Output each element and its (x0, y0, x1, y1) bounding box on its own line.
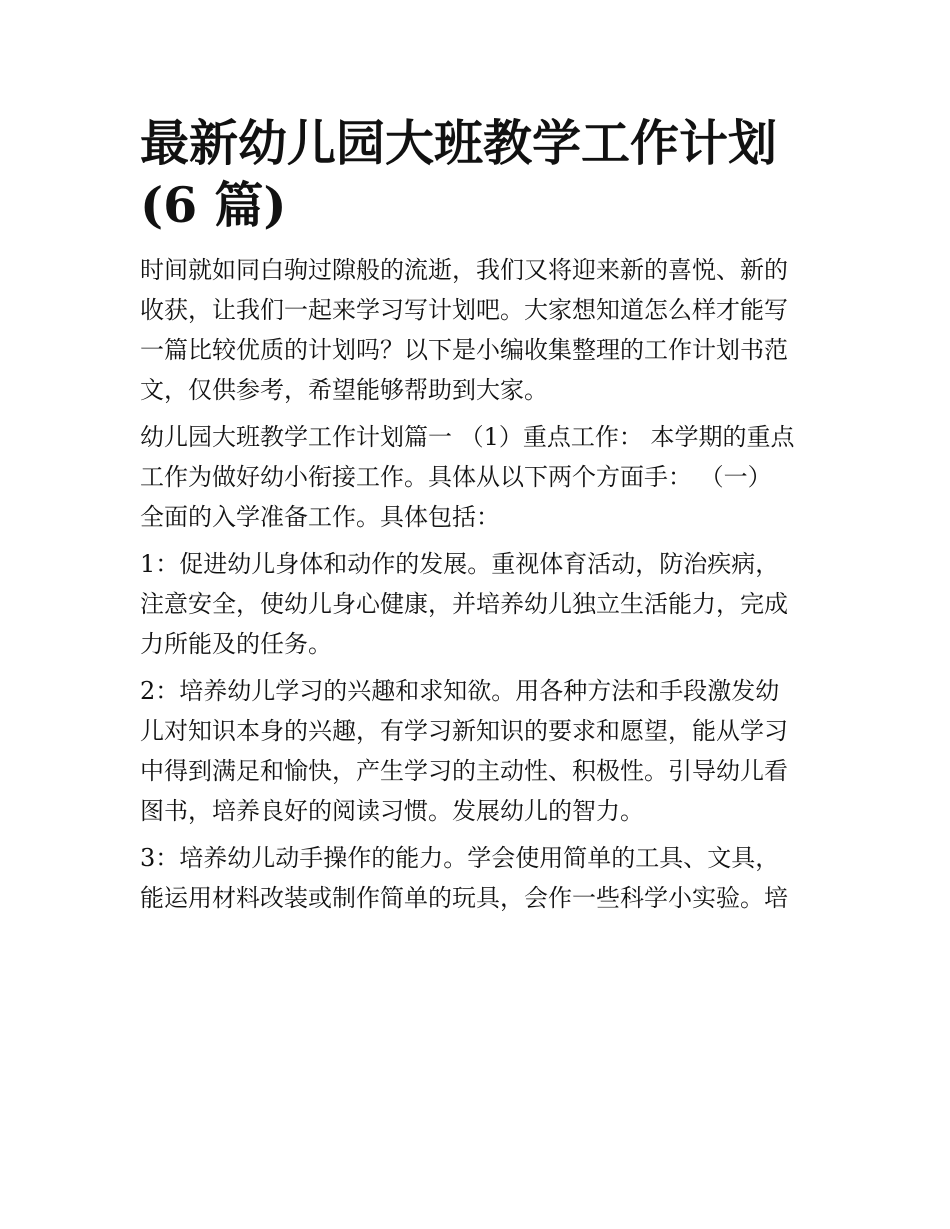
text-line: 注意安全，使幼儿身心健康，并培养幼儿独立生活能力，完成 (140, 590, 788, 618)
list-item-paragraph (140, 671, 812, 831)
document-page (140, 112, 812, 918)
text-line: 1：促进幼儿身体和动作的发展。重视体育活动，防治疾病， (140, 550, 780, 578)
text-line: 文，仅供参考，希望能够帮助到大家。 (140, 376, 548, 404)
text-line: 图书，培养良好的阅读习惯。发展幼儿的智力。 (140, 797, 644, 825)
intro-paragraph (140, 250, 812, 410)
text-line: 3：培养幼儿动手操作的能力。学会使用简单的工具、文具， (140, 844, 780, 872)
text-line: 儿对知识本身的兴趣，有学习新知识的要求和愿望，能从学习 (140, 717, 788, 745)
text-line: 全面的入学准备工作。具体包括： (140, 503, 500, 531)
text-line: 中得到满足和愉快，产生学习的主动性、积极性。引导幼儿看 (140, 757, 788, 785)
text-line: 能运用材料改装或制作简单的玩具，会作一些科学小实验。培 (140, 884, 788, 912)
text-line: 工作为做好幼小衔接工作。具体从以下两个方面手： （一） (140, 463, 772, 491)
document-title (140, 112, 812, 236)
list-item-paragraph (140, 838, 812, 918)
text-line: 幼儿园大班教学工作计划篇一 （1）重点工作： 本学期的重点 (140, 423, 795, 451)
text-line: 2：培养幼儿学习的兴趣和求知欲。用各种方法和手段激发幼 (140, 677, 780, 705)
list-item-paragraph (140, 544, 812, 664)
text-line: 一篇比较优质的计划吗？以下是小编收集整理的工作计划书范 (140, 336, 788, 364)
section-paragraph (140, 417, 812, 537)
text-line: 力所能及的任务。 (140, 630, 332, 658)
title-line: (6 篇) (140, 176, 287, 234)
text-line: 收获，让我们一起来学习写计划吧。大家想知道怎么样才能写 (140, 296, 788, 324)
title-line: 最新幼儿园大班教学工作计划 (140, 114, 778, 172)
text-line: 时间就如同白驹过隙般的流逝，我们又将迎来新的喜悦、新的 (140, 256, 788, 284)
